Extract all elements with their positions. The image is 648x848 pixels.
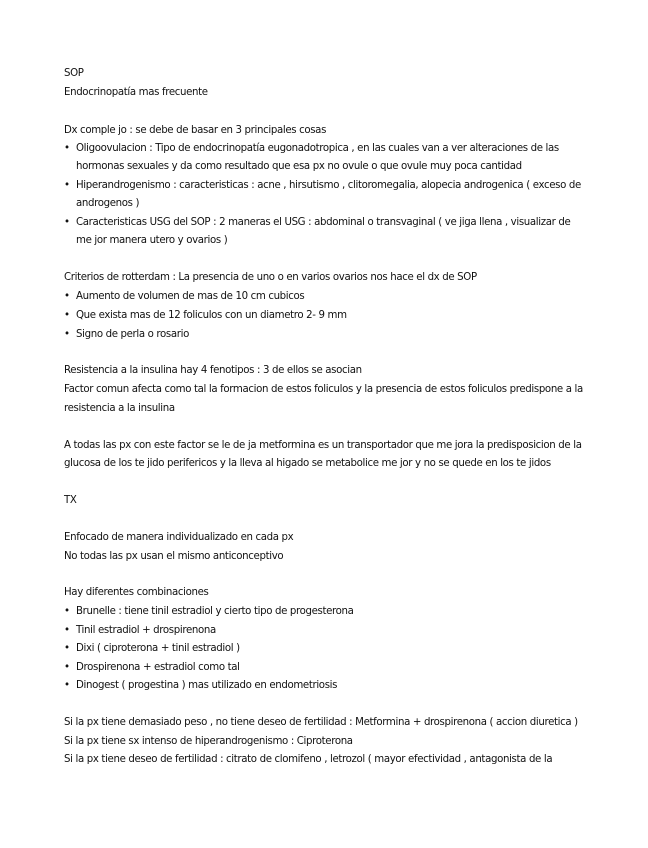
- bullet-icon: •: [64, 329, 71, 340]
- tx-anticonceptivo: No todas las px usan el mismo anticonceptivo: [64, 551, 284, 562]
- caso-peso: Si la px tiene demasiado peso , no tiene deseo de fertilidad : Metformina + drospirenona ( accion diuretica ): [64, 717, 578, 728]
- combinacion-drospirenona-estradiol: Drospirenona + estradiol como tal: [76, 662, 240, 673]
- combinacion-tinil-drospirenona: Tinil estradiol + drospirenona: [76, 625, 216, 636]
- bullet-icon: •: [64, 606, 71, 617]
- bullet-icon: •: [64, 680, 71, 691]
- bullet-icon: •: [64, 643, 71, 654]
- caso-hiperandrogenismo: Si la px tiene sx intenso de hiperandrogenismo : Ciproterona: [64, 736, 353, 747]
- bullet-icon: •: [64, 625, 71, 636]
- rotterdam-heading: Criterios de rotterdam : La presencia de uno o en varios ovarios nos hace el dx de SOP: [64, 272, 477, 283]
- combinacion-brunelle: Brunelle : tiene tinil estradiol y cierto tipo de progesterona: [76, 606, 354, 617]
- combinacion-dixi: Dixi ( ciproterona + tinil estradiol ): [76, 643, 240, 654]
- dx-item-hiperandrogenismo-cont: androgenos ): [76, 198, 140, 209]
- combinacion-dinogest: Dinogest ( progestina ) mas utilizado en endometriosis: [76, 680, 338, 691]
- factor-comun-line-1: Factor comun afecta como tal la formacion de estos foliculos y la presencia de estos foliculos predispone a la: [64, 384, 583, 395]
- rotterdam-item-foliculos: Que exista mas de 12 foliculos con un diametro 2- 9 mm: [76, 310, 347, 321]
- tx-enfoque: Enfocado de manera individualizado en cada px: [64, 532, 294, 543]
- resistencia-heading: Resistencia a la insulina hay 4 fenotipos : 3 de ellos se asocian: [64, 365, 362, 376]
- bullet-icon: •: [64, 180, 71, 191]
- bullet-icon: •: [64, 662, 71, 673]
- metformina-line-1: A todas las px con este factor se le de ja metformina es un transportador que me jora la predisposicion de la: [64, 440, 582, 451]
- tx-heading: TX: [64, 495, 77, 506]
- rotterdam-item-volumen: Aumento de volumen de mas de 10 cm cubicos: [76, 291, 305, 302]
- bullet-icon: •: [64, 310, 71, 321]
- dx-item-usg-cont: me jor manera utero y ovarios ): [76, 235, 228, 246]
- bullet-icon: •: [64, 217, 71, 228]
- dx-item-hiperandrogenismo: Hiperandrogenismo : caracteristicas : acne , hirsutismo , clitoromegalia, alopecia androgenica ( exceso de: [76, 180, 581, 191]
- title-sop: SOP: [64, 68, 84, 79]
- dx-item-oligoovulacion: Oligoovulacion : Tipo de endocrinopatía eugonadotropica , en las cuales van a ver alteraciones de las: [76, 143, 559, 154]
- bullet-icon: •: [64, 291, 71, 302]
- dx-item-oligoovulacion-cont: hormonas sexuales y da como resultado que esa px no ovule o que ovule muy poca cantidad: [76, 161, 522, 172]
- dx-item-usg: Caracteristicas USG del SOP : 2 maneras el USG : abdominal o transvaginal ( ve jiga llena , visualizar de: [76, 217, 571, 228]
- factor-comun-line-2: resistencia a la insulina: [64, 403, 175, 414]
- subtitle-endocrinopatia: Endocrinopatía mas frecuente: [64, 87, 208, 98]
- combinaciones-heading: Hay diferentes combinaciones: [64, 587, 209, 598]
- bullet-icon: •: [64, 143, 71, 154]
- caso-fertilidad: Si la px tiene deseo de fertilidad : citrato de clomifeno , letrozol ( mayor efectividad , antagonista de la: [64, 754, 553, 765]
- dx-heading: Dx comple jo : se debe de basar en 3 principales cosas: [64, 125, 327, 136]
- rotterdam-item-perla: Signo de perla o rosario: [76, 329, 189, 340]
- metformina-line-2: glucosa de los te jido perifericos y la lleva al higado se metabolice me jor y no se quede en los te jidos: [64, 458, 551, 469]
